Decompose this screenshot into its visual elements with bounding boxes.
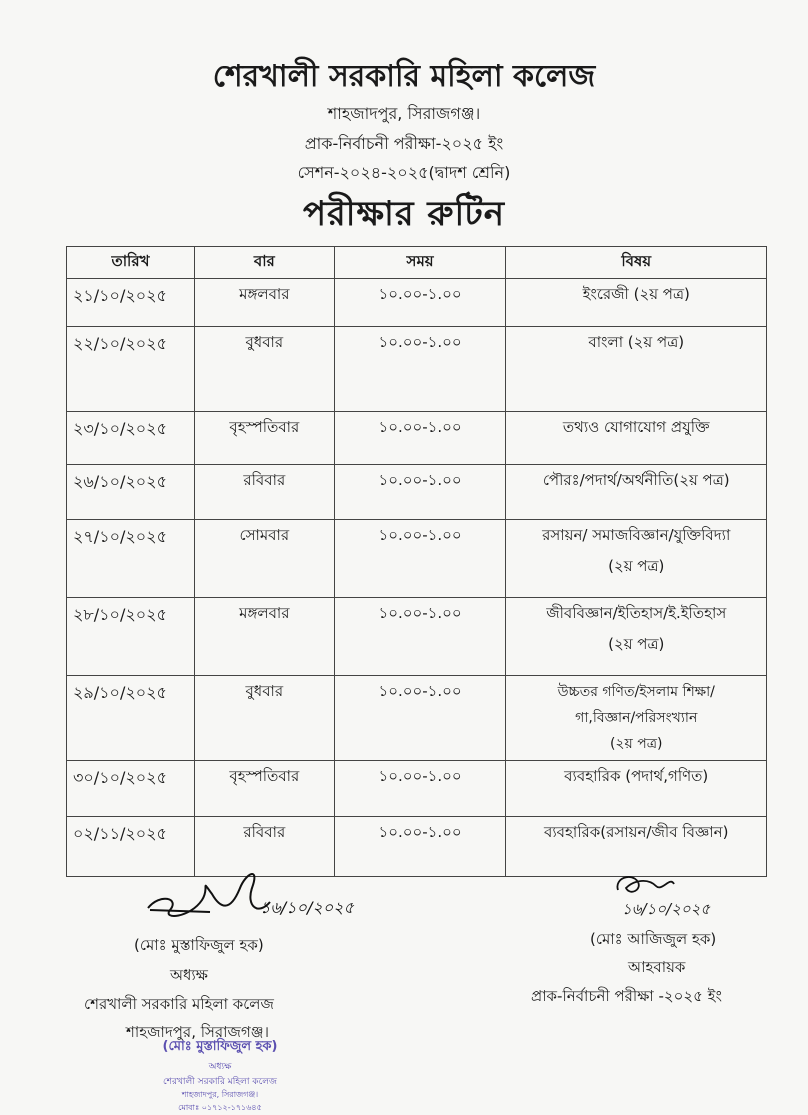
subject-cell <box>506 676 767 761</box>
time-cell: ১০.০০-১.০০ <box>334 412 506 465</box>
day-cell: রবিবার <box>194 817 334 877</box>
subject-cell: ইংরেজী (২য় পত্র) <box>506 279 767 327</box>
table-row <box>67 676 767 761</box>
time-cell: ১০.০০-১.০০ <box>334 598 506 676</box>
stamp-name: (মোঃ মুস্তাফিজুল হক) <box>162 1039 278 1054</box>
date-cell: ৩০/১০/২০২৫ <box>67 761 195 817</box>
subject-cell: ব্যবহারিক (পদার্থ,গণিত) <box>506 761 767 817</box>
column-header-date: তারিখ <box>67 247 195 279</box>
day-cell: রবিবার <box>194 465 334 520</box>
convener-role: আহবায়ক <box>628 958 686 976</box>
session-line: সেশন-২০২৪-২০২৫(দ্বাদশ শ্রেনি) <box>297 163 511 182</box>
table-row <box>67 598 767 676</box>
day-cell: মঙ্গলবার <box>194 279 334 327</box>
column-header-day: বার <box>194 247 334 279</box>
stamp-role: অধ্যক্ষ <box>208 1062 232 1072</box>
table-header-row <box>67 247 767 279</box>
day-cell: সোমবার <box>194 520 334 598</box>
svg-text:১৬/১০/২০২৫: ১৬/১০/২০২৫ <box>260 898 354 917</box>
exam-name: প্রাক-নির্বাচনী পরীক্ষা-২০২৫ ইং <box>304 134 504 153</box>
subject-line: (২য় পত্র) <box>608 557 665 575</box>
stamp-address: শাহজাদপুর, সিরাজগঞ্জ। <box>181 1090 259 1099</box>
table-row <box>67 520 767 598</box>
date-cell: ২২/১০/২০২৫ <box>67 327 195 412</box>
table-row <box>67 412 767 465</box>
stamp-phone: মোবাঃ ০১৭১২-১৭১৬৪৫ <box>178 1103 262 1112</box>
date-cell: ২৭/১০/২০২৫ <box>67 520 195 598</box>
time-cell: ১০.০০-১.০০ <box>334 327 506 412</box>
routine-title: পরীক্ষার রুটিন <box>302 194 506 234</box>
official-stamp <box>120 1037 320 1115</box>
stamp-college: শেরখালী সরকারি মহিলা কলেজ <box>163 1077 277 1087</box>
table-row <box>67 761 767 817</box>
date-cell: ২৬/১০/২০২৫ <box>67 465 195 520</box>
principal-name: (মোঃ মুস্তাফিজুল হক) <box>134 936 264 954</box>
subject-line: উচ্চতর গণিত/ইসলাম শিক্ষা/ <box>557 684 715 700</box>
date-cell: ২৩/১০/২০২৫ <box>67 412 195 465</box>
subject-cell: ব্যবহারিক(রসায়ন/জীব বিজ্ঞান) <box>506 817 767 877</box>
day-cell: বৃহস্পতিবার <box>194 412 334 465</box>
convener-name: (মোঃ আজিজুল হক) <box>590 930 717 948</box>
column-header-subject: বিষয় <box>506 247 767 279</box>
convener-sign-date: ১৬/১০/২০২৫ <box>622 900 711 918</box>
exam-routine-table <box>66 246 767 877</box>
day-cell: বুধবার <box>194 327 334 412</box>
column-header-time: সময় <box>334 247 506 279</box>
college-address: শাহজাদপুর, সিরাজগঞ্জ। <box>327 104 481 123</box>
table-row <box>67 327 767 412</box>
subject-cell: পৌরঃ/পদার্থ/অর্থনীতি(২য় পত্র) <box>506 465 767 520</box>
principal-signature <box>140 858 360 928</box>
time-cell: ১০.০০-১.০০ <box>334 465 506 520</box>
date-cell: ২৯/১০/২০২৫ <box>67 676 195 761</box>
time-cell: ১০.০০-১.০০ <box>334 817 506 877</box>
convener-exam: প্রাক-নির্বাচনী পরীক্ষা -২০২৫ ইং <box>531 987 722 1005</box>
time-cell: ১০.০০-১.০০ <box>334 676 506 761</box>
principal-role: অধ্যক্ষ <box>170 966 208 984</box>
subject-line: (২য় পত্র) <box>609 736 663 752</box>
principal-address: শাহজাদপুর, সিরাজগঞ্জ। <box>126 1023 269 1041</box>
principal-college: শেরখালী সরকারি মহিলা কলেজ <box>84 995 274 1013</box>
time-cell: ১০.০০-১.০০ <box>334 520 506 598</box>
college-name: শেরখালী সরকারি মহিলা কলেজ <box>212 59 596 94</box>
time-cell: ১০.০০-১.০০ <box>334 279 506 327</box>
table-row <box>67 279 767 327</box>
day-cell: বৃহস্পতিবার <box>194 761 334 817</box>
date-cell: ২৮/১০/২০২৫ <box>67 598 195 676</box>
subject-line: গা,বিজ্ঞান/পরিসংখ্যান <box>575 710 698 726</box>
subject-cell <box>506 598 767 676</box>
date-cell: ২১/১০/২০২৫ <box>67 279 195 327</box>
subject-cell: বাংলা (২য় পত্র) <box>506 327 767 412</box>
time-cell: ১০.০০-১.০০ <box>334 761 506 817</box>
subject-line: (২য় পত্র) <box>608 635 665 653</box>
subject-line: রসায়ন/ সমাজবিজ্ঞান/যুক্তিবিদ্যা <box>542 526 731 544</box>
date-cell: ০২/১১/২০২৫ <box>67 817 195 877</box>
subject-cell <box>506 520 767 598</box>
day-cell: মঙ্গলবার <box>194 598 334 676</box>
table-row <box>67 465 767 520</box>
subject-cell: তথ্যও যোগাযোগ প্রযুক্তি <box>506 412 767 465</box>
day-cell: বুধবার <box>194 676 334 761</box>
subject-line: জীববিজ্ঞান/ইতিহাস/ই.ইতিহাস <box>546 604 727 622</box>
